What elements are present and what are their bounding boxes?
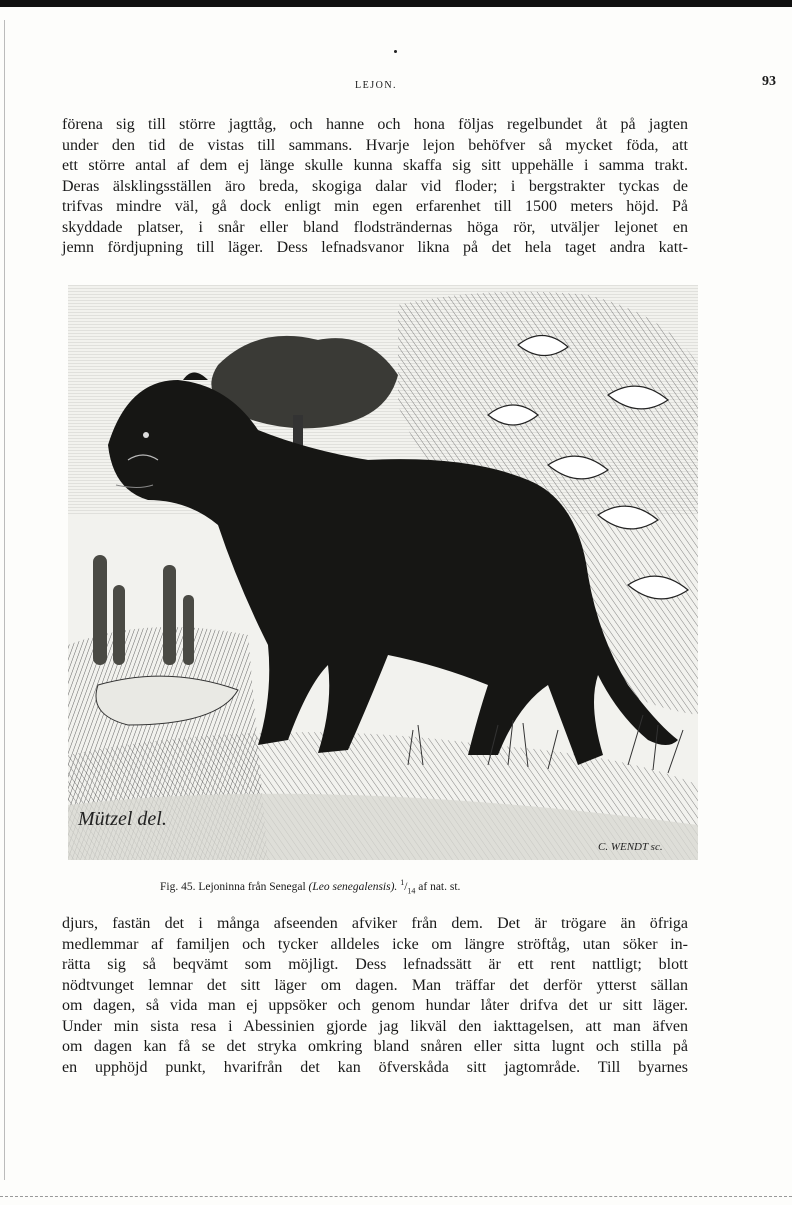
paragraph-top: [62, 115, 688, 259]
caption-text: Lejoninna från Senegal: [198, 880, 306, 893]
text-line: medlemmar af familjen och tycker alldeles icke om längre ströftåg, utan söker in-: [62, 935, 688, 953]
caption-label: Fig. 45.: [160, 880, 196, 893]
paragraph-bottom: [62, 914, 688, 1078]
caption-scale-suffix: af nat. st.: [418, 880, 461, 893]
text-line: om dagen kan få se det stryka omkring bland snåren eller sitta lugnt och stilla på: [62, 1038, 688, 1055]
engraving-lioness: [68, 285, 698, 860]
page-number: 93: [762, 74, 776, 89]
text-line: Deras älsklingsställen äro breda, skogiga dalar vid floder; i bergstrakter tyckas de: [62, 177, 688, 195]
text-line: nödtvunget lemnar det sitt läger om dagen. Man träffar det derför ytterst sällan: [62, 976, 688, 994]
text-line: djurs, fastän det i många afseenden afviker från dem. Det är trögare än öfriga: [62, 915, 688, 932]
printer-mark: [394, 50, 397, 53]
running-title: LEJON.: [355, 80, 398, 91]
caption-scale: $^1/_{14}$: [400, 878, 416, 896]
top-border: [0, 0, 792, 7]
text-line: en upphöjd punkt, hvarifrån det kan öfverskåda sitt jagtområde. Till byarnes: [62, 1058, 688, 1076]
text-line: om dagen, så vida man ej uppsöker och genom hundar låter drifva det ur sitt läger.: [62, 997, 688, 1014]
text-line: under den tid de vistas till sammans. Hvarje lejon behöfver så mycket föda, att: [62, 136, 688, 154]
engraver-signature: C. WENDT sc.: [598, 841, 663, 853]
bottom-border: [0, 1196, 792, 1197]
left-margin-line: [4, 20, 5, 1180]
text-line: jemn fördjupning till läger. Dess lefnadsvanor likna på det hela taget andra katt-: [62, 239, 688, 256]
text-line: ett större antal af dem ej länge skulle kunna skaffa sig sitt uppehälle i samma trakt.: [62, 157, 688, 174]
artist-signature-left: Mützel del.: [78, 808, 167, 830]
text-line: Under min sista resa i Abessinien gjorde jag likväl den iakttagelsen, att man äfven: [62, 1017, 688, 1035]
text-line: skyddade platser, i snår eller bland flodsträndernas höga rör, utväljer lejonet en: [62, 218, 688, 236]
text-line: förena sig till större jagttåg, och hanne och hona följas regelbundet åt på jagten: [62, 116, 688, 133]
text-line: rätta sig så beqvämt som möjligt. Dess lefnadssätt är ett rent nattligt; blott: [62, 956, 688, 973]
text-line: trifvas mindre väl, gå dock enligt min egen erfarenhet till 1500 meters höjd. På: [62, 198, 688, 215]
figure-caption: [160, 878, 460, 895]
caption-scientific-name: (Leo senegalensis).: [308, 880, 398, 893]
